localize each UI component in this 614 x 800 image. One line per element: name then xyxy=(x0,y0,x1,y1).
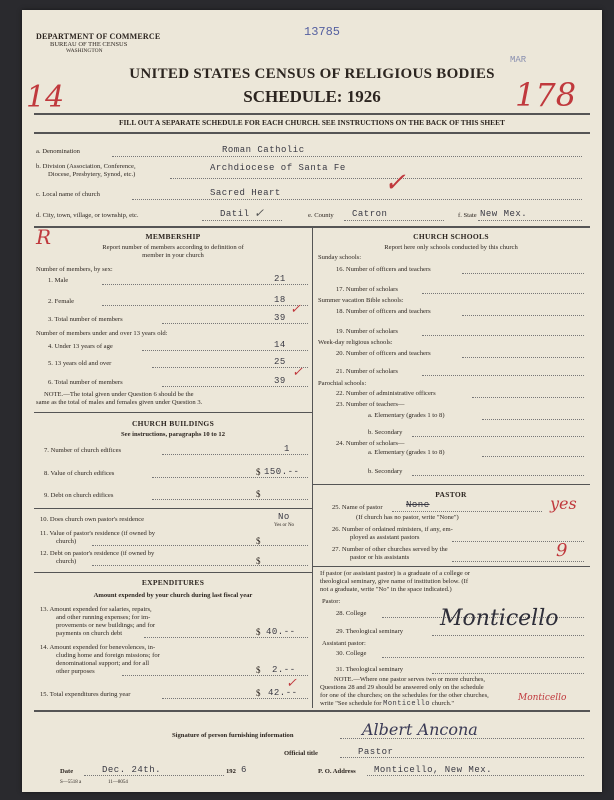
pastor-heading: PASTOR xyxy=(435,490,467,499)
q7-label: 7. Number of church edifices xyxy=(44,447,122,454)
buildings-sub: See instructions, paragraphs 10 to 12 xyxy=(120,431,226,438)
school-line: 18. Number of officers and teachers xyxy=(336,308,431,315)
form-code-1: S—5518 a xyxy=(60,780,82,785)
q30-label: 30. College xyxy=(336,650,367,657)
q7-value: 1 xyxy=(284,444,290,454)
membership-sub-2: Number of members under and over 13 years old: xyxy=(36,330,168,337)
q13-value: 40.-- xyxy=(266,627,296,637)
school-line: 24. Number of scholars— xyxy=(336,440,405,447)
date-value: Dec. 24th. xyxy=(102,765,162,775)
q9-label: 9. Debt on church edifices xyxy=(44,492,114,499)
q25-hand-note: yes xyxy=(550,494,577,513)
member-row-value: 39 xyxy=(274,376,286,386)
po-value: Monticello, New Mex. xyxy=(374,765,493,775)
q14-line: 14. Amount expended for benevolences, in- xyxy=(40,644,156,651)
member-row-value: 14 xyxy=(274,340,286,350)
q14-line: other purposes xyxy=(56,668,95,675)
school-line: 16. Number of officers and teachers xyxy=(336,266,431,273)
red-check-mark: ✓ xyxy=(384,168,406,198)
church-name-label: c. Local name of church xyxy=(36,191,100,198)
year-value: 6 xyxy=(241,765,247,775)
red-check-mark: ✓ xyxy=(292,365,303,380)
official-title-label: Official title xyxy=(284,750,318,757)
dollar-sign: $ xyxy=(256,665,261,675)
q13-line: and other running expenses; for im- xyxy=(56,614,151,621)
q10-label: 10. Does church own pastor's residence xyxy=(40,516,145,523)
q13-line: 13. Amount expended for salaries, repairs, xyxy=(40,606,152,613)
q31-label: 31. Theological seminary xyxy=(336,666,404,673)
pastor-note-3: for one of the churches; on the schedules for the other churches, xyxy=(320,692,489,699)
member-row-value: 18 xyxy=(274,295,286,305)
membership-intro-1: Report number of members according to definition of xyxy=(102,244,244,251)
official-title-value: Pastor xyxy=(358,747,394,757)
dollar-sign: $ xyxy=(256,556,261,566)
serial-number: 13785 xyxy=(304,25,341,39)
form-code-2: 11—8054 xyxy=(108,780,128,785)
member-row-value: 25 xyxy=(274,357,286,367)
division-label-2: Diocese, Presbytery, Synod, etc.) xyxy=(48,171,136,178)
city-value: Datil xyxy=(220,209,250,219)
county-value: Catron xyxy=(352,209,388,219)
q28-label: 28. College xyxy=(336,610,367,617)
member-row-label: 5. 13 years old and over xyxy=(48,360,112,367)
school-line: b. Secondary xyxy=(368,429,403,436)
q25-value: None xyxy=(406,500,430,510)
school-line: a. Elementary (grades 1 to 8) xyxy=(368,449,445,456)
school-line: 23. Number of teachers— xyxy=(336,401,405,408)
hand-number-right: 178 xyxy=(515,76,577,114)
q25-label: 25. Name of pastor xyxy=(332,504,383,511)
pastor-note-hand: Monticello xyxy=(518,693,567,703)
q15-value: 42.-- xyxy=(268,688,298,698)
margin-mark: R xyxy=(36,225,52,249)
schools-heading: CHURCH SCHOOLS xyxy=(413,232,489,241)
school-line: a. Elementary (grades 1 to 8) xyxy=(368,412,445,419)
q14-line: denominational support; and for all xyxy=(56,660,150,667)
graduate-note-1: If pastor (or assistant pastor) is a graduate of a college or xyxy=(320,570,470,577)
signature-value: Albert Ancona xyxy=(362,720,478,739)
school-line: 17. Number of scholars xyxy=(336,286,398,293)
received-stamp: MAR xyxy=(510,55,527,65)
date-label: Date xyxy=(60,768,74,775)
member-row-label: 4. Under 13 years of age xyxy=(48,343,113,350)
membership-note-2: same as the total of males and females given under Question 3. xyxy=(36,399,203,406)
member-row-value: 39 xyxy=(274,313,286,323)
q26-label-2: ployed as assistant pastors xyxy=(350,534,420,541)
division-value: Archdiocese of Santa Fe xyxy=(210,163,346,173)
pastor-sub-label: Pastor: xyxy=(322,598,341,605)
q15-label: 15. Total expenditures during year xyxy=(40,691,131,698)
q27-label-2: pastor or his assistants xyxy=(350,554,410,561)
member-row-label: 2. Female xyxy=(48,298,75,305)
school-line: 21. Number of scholars xyxy=(336,368,398,375)
q11-label-2: church) xyxy=(56,538,77,545)
member-row-label: 1. Male xyxy=(48,277,69,284)
school-line: 22. Number of administrative officers xyxy=(336,390,436,397)
pastor-note-2: Questions 28 and 29 should be answered only on the schedule xyxy=(320,684,484,691)
school-line: 19. Number of scholars xyxy=(336,328,398,335)
dollar-sign: $ xyxy=(256,467,261,477)
form-subtitle: SCHEDULE: 1926 xyxy=(243,87,381,106)
q8-label: 8. Value of church edifices xyxy=(44,470,115,477)
city-label: d. City, town, village, or township, etc. xyxy=(36,212,139,219)
pastor-note-1: NOTE.—Where one pastor serves two or more churches, xyxy=(334,676,486,683)
seminary-signature: Monticello xyxy=(440,606,559,631)
year-prefix: 192 xyxy=(226,768,236,775)
q10-value: No xyxy=(278,512,290,522)
pastor-note-4: write "See schedule for Monticello church." xyxy=(320,700,455,708)
school-line: b. Secondary xyxy=(368,468,403,475)
q29-label: 29. Theological seminary xyxy=(336,628,404,635)
bureau-city: WASHINGTON xyxy=(66,48,103,54)
q26-label-1: 26. Number of ordained ministers, if any, em- xyxy=(332,526,453,533)
q14-value: 2.-- xyxy=(272,665,296,675)
q10-hint: Yes or No xyxy=(274,523,295,528)
membership-intro-2: member in your church xyxy=(142,252,204,259)
state-value: New Mex. xyxy=(480,209,528,219)
school-line: Week-day religious schools: xyxy=(318,339,393,346)
q27-value: 9 xyxy=(556,540,568,561)
check-mark: ✓ xyxy=(254,206,265,220)
school-line: Sunday schools: xyxy=(318,254,362,261)
church-name-value: Sacred Heart xyxy=(210,188,281,198)
census-schedule xyxy=(22,10,602,792)
q12-label-2: church) xyxy=(56,558,77,565)
school-line: Summer vacation Bible schools: xyxy=(318,297,404,304)
denomination-value: Roman Catholic xyxy=(222,145,305,155)
po-label: P. O. Address xyxy=(318,768,356,775)
graduate-note-2: theological seminary, give name of institution below. (If xyxy=(320,578,469,585)
membership-sub-1: Number of members, by sex: xyxy=(36,266,113,273)
assistant-sub-label: Assistant pastor: xyxy=(322,640,366,647)
schools-intro: Report here only schools conducted by this church xyxy=(384,244,518,251)
member-row-value: 21 xyxy=(274,274,286,284)
graduate-note-3: not a graduate, write "No" in the space indicated.) xyxy=(320,586,452,593)
dollar-sign: $ xyxy=(256,536,261,546)
q11-label-1: 11. Value of pastor's residence (if owned by xyxy=(40,530,156,537)
q25-hint: (If church has no pastor, write "None") xyxy=(356,514,459,521)
dollar-sign: $ xyxy=(256,627,261,637)
county-label: e. County xyxy=(308,212,334,219)
bureau-name: BUREAU OF THE CENSUS xyxy=(50,41,128,48)
school-line: 20. Number of officers and teachers xyxy=(336,350,431,357)
school-line: Parochial schools: xyxy=(318,380,367,387)
q13-line: payments on church debt xyxy=(56,630,123,637)
dollar-sign: $ xyxy=(256,688,261,698)
state-label: f. State xyxy=(458,212,477,219)
red-check-mark: ✓ xyxy=(290,302,301,317)
expenditures-sub: Amount expended by your church during last fiscal year xyxy=(93,592,253,599)
q8-value: 150.-- xyxy=(264,467,300,477)
dept-name: DEPARTMENT OF COMMERCE xyxy=(36,32,161,41)
division-label-1: b. Division (Association, Conference, xyxy=(36,163,136,170)
q12-label-1: 12. Debt on pastor's residence (if owned by xyxy=(40,550,155,557)
red-check-mark: ✓ xyxy=(286,676,297,691)
member-row-label: 6. Total number of members xyxy=(48,379,123,386)
membership-heading: MEMBERSHIP xyxy=(145,232,201,241)
hand-number-left: 14 xyxy=(26,80,65,115)
form-title: UNITED STATES CENSUS OF RELIGIOUS BODIES xyxy=(129,66,495,82)
q27-label-1: 27. Number of other churches served by the xyxy=(332,546,448,553)
buildings-heading: CHURCH BUILDINGS xyxy=(131,419,215,428)
instruction-line: FILL OUT A SEPARATE SCHEDULE FOR EACH CHURCH. SEE INSTRUCTIONS ON THE BACK OF THIS SHEET xyxy=(119,118,505,127)
signature-label: Signature of person furnishing information xyxy=(172,732,294,739)
expenditures-heading: EXPENDITURES xyxy=(141,578,205,587)
dollar-sign: $ xyxy=(256,489,261,499)
denomination-label: a. Denomination xyxy=(36,148,80,155)
membership-note-1: NOTE.—The total given under Question 6 should be the xyxy=(44,391,194,398)
member-row-label: 3. Total number of members xyxy=(48,316,123,323)
q14-line: cluding home and foreign missions; for xyxy=(56,652,160,659)
q13-line: provements or new buildings; and for xyxy=(56,622,156,629)
